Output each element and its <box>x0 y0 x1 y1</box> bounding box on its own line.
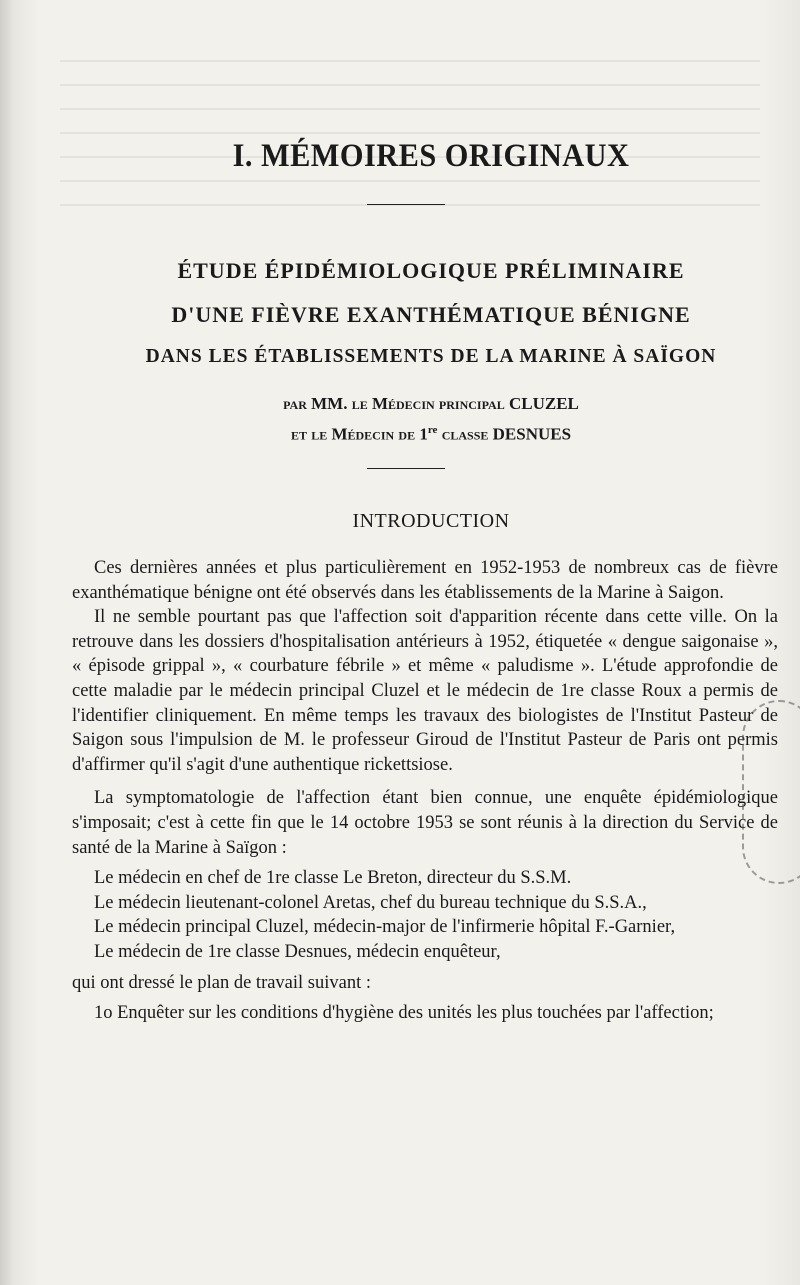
paragraph-5: Le médecin lieutenant-colonel Aretas, chef du bureau technique du S.S.A., <box>94 892 647 913</box>
article-title-line-2: D'UNE FIÈVRE EXANTHÉMATIQUE BÉNIGNE <box>171 302 691 327</box>
byline-1 <box>84 394 778 414</box>
byline-2 <box>84 424 778 445</box>
paragraph-2: Il ne semble pourtant pas que l'affection soit d'apparition récente dans cette ville. On la retrouve dans les dossiers d'hospitalisation antérieurs à 1952, étiquetée « dengue saigonaise », « épisode grippal », « courbature fébrile » et même « paludisme ». L'étude approfondie de cette maladie par le médecin principal Cluzel et le médecin de 1re classe Roux a permis de l'identifier cliniquement. En même temps les travaux des biologistes de l'Institut Pasteur de Saigon sous l'impulsion de M. le professeur Giroud de l'Institut Pasteur de Paris ont permis d'affirmer qu'il s'agit d'une authentique rickettsiose. <box>72 607 778 775</box>
byline-2-mid: classe <box>441 424 489 444</box>
byline-2-sup: re <box>427 424 438 436</box>
paragraph-8: qui ont dressé le plan de travail suivant : <box>72 972 372 993</box>
article-title-line-1: ÉTUDE ÉPIDÉMIOLOGIQUE PRÉLIMINAIRE <box>177 258 685 283</box>
divider-rule-2 <box>367 468 445 469</box>
author-desnues: DESNUES <box>492 424 572 444</box>
paragraph-6: Le médecin principal Cluzel, médecin-major de l'infirmerie hôpital F.-Garnier, <box>94 917 676 938</box>
paragraph-7: Le médecin de 1re classe Desnues, médecin enquêteur, <box>94 941 501 962</box>
paragraph-3: La symptomatologie de l'affection étant bien connue, une enquête épidémiologique s'imposait; c'est à cette fin que le 14 octobre 1953 se sont réunis à la direction du Service de santé de la Marine à Saïgon : <box>72 788 778 858</box>
divider-rule <box>367 204 445 205</box>
paragraph-9: 1o Enquêter sur les conditions d'hygiène des unités les plus touchées par l'affection; <box>94 1003 714 1024</box>
paragraph-1: Ces dernières années et plus particulièrement en 1952-1953 de nombreux cas de fièvre exanthématique bénigne ont été observés dans les établissements de la Marine à Saigon. <box>72 558 778 603</box>
article-title-line-3: DANS LES ÉTABLISSEMENTS DE LA MARINE À SAÏGON <box>145 346 717 367</box>
paragraph-4: Le médecin en chef de 1re classe Le Breton, directeur du S.S.M. <box>94 868 572 889</box>
byline-1-prefix: par MM. le Médecin principal <box>283 394 505 413</box>
library-stamp <box>742 700 800 884</box>
byline-2-num: 1 <box>419 424 428 444</box>
section-title: I. MÉMOIRES ORIGINAUX <box>232 138 630 174</box>
introduction-heading: INTRODUCTION <box>352 510 510 532</box>
introduction-body <box>72 556 778 1026</box>
byline-2-prefix: et le Médecin de <box>290 424 416 444</box>
author-cluzel: CLUZEL <box>508 394 579 413</box>
